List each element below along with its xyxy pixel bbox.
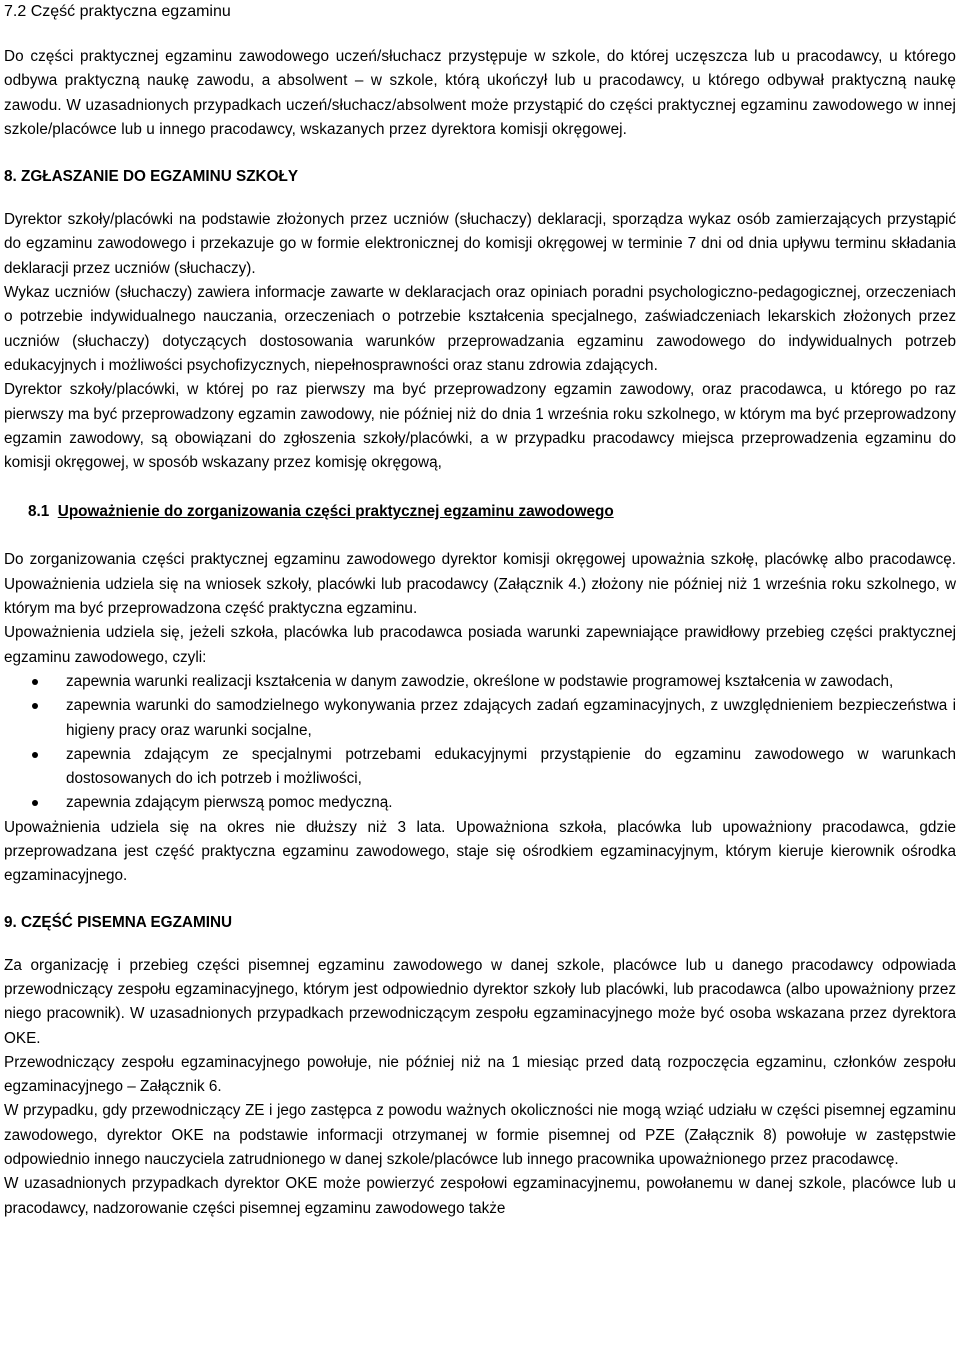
section-heading-8-1 — [4, 500, 956, 524]
paragraph-8-3: Dyrektor szkoły/placówki, w której po raz pierwszy ma być przeprowadzony egzamin zawodowy, oraz pracodawca, u którego po raz pierwszy ma być przeprowadzony egzamin zawodowy, nie później niż do dnia 1 września roku szkolnego, w którym ma być przeprowadzony egzamin zawodowy, są obowiązani do zgłoszenia szkoły/placówki, a w przypadku pracodawcy miejsca przeprowadzenia egzaminu do komisji okręgowej, w sposób wskazany przez komisję okręgową, — [4, 381, 956, 472]
paragraph-7-2: Do części praktycznej egzaminu zawodowego uczeń/słuchacz przystępuje w szkole, do której uczęszcza lub u pracodawcy, u którego odbywa praktyczną naukę zawodu, a absolwent – w szkole, którą ukończył lub u pracodawcy, u którego odbywał praktyczną naukę zawodu. W uzasadnionych przypadkach uczeń/słuchacz/absolwent może przystąpić do części praktycznej egzaminu zawodowego w innej szkole/placówce lub u innego pracodawcy, wskazanych przez dyrektora komisji okręgowej. — [4, 48, 956, 138]
bullet-icon — [32, 703, 38, 709]
requirements-list — [4, 670, 956, 816]
paragraph-8-1-b: Upoważnienia udziela się, jeżeli szkoła, placówka lub pracodawca posiada warunki zapewniające prawidłowy przebieg części praktycznej egzaminu zawodowego, czyli: — [4, 624, 956, 666]
paragraph-8-1-a: Do zorganizowania części praktycznej egzaminu zawodowego dyrektor komisji okręgowej upoważnia szkołę, placówkę albo pracodawcę. Upoważnienia udziela się na wniosek szkoły, placówki lub pracodawcy (Załącznik 4.) złożony nie później niż 1 września roku szkolnego, w którym ma być przeprowadzona część praktyczna egzaminu. — [4, 551, 956, 618]
paragraph-9-3: W przypadku, gdy przewodniczący ZE i jego zastępca z powodu ważnych okoliczności nie mogą wziąć udziału w części pisemnej egzaminu zawodowego, dyrektor OKE na podstawie informacji otrzymanej w formie pisemnej od PZE (Załącznik 8) powołuje w zastępstwie odpowiednio innego nauczyciela zatrudnionego w danej szkole/placówce lub innego pracownika upoważnionego przez pracodawcę. — [4, 1102, 956, 1168]
paragraph-9-4: W uzasadnionych przypadkach dyrektor OKE może powierzyć zespołowi egzaminacyjnemu, powołanemu w danej szkole, placówce lub u pracodawcy, nadzorowanie części pisemnej egzaminu zawodowego także — [4, 1175, 956, 1217]
paragraph-8-1-c: Upoważnienia udziela się na okres nie dłuższy niż 3 lata. Upoważniona szkoła, placówka lub upoważniony pracodawca, gdzie przeprowadzana jest część praktyczna egzaminu zawodowego, staje się ośrodkiem egzaminacyjnym, którym kieruje kierownik ośrodka egzaminacyjnego. — [4, 818, 956, 885]
section-title-8-1: Upoważnienie do zorganizowania części praktycznej egzaminu zawodowego — [57, 503, 614, 521]
document-page — [4, 0, 956, 1221]
spacer — [4, 935, 956, 954]
list-item-text: zapewnia zdającym ze specjalnymi potrzebami edukacyjnymi przystąpienie do egzaminu zawodowego w warunkach dostosowanych do ich potrzeb i możliwości, — [66, 745, 956, 788]
spacer — [4, 475, 956, 500]
section-heading-7-2: 7.2 Część praktyczna egzaminu — [4, 3, 231, 20]
paragraph-9-2: Przewodniczący zespołu egzaminacyjnego powołuje, nie później niż na 1 miesiąc przed datą rozpoczęcia egzaminu, członków zespołu egzaminacyjnego – Załącznik 6. — [4, 1053, 956, 1096]
section-heading-8: 8. ZGŁASZANIE DO EGZAMINU SZKOŁY — [4, 168, 299, 186]
paragraph-8-1: Dyrektor szkoły/placówki na podstawie złożonych przez uczniów (słuchaczy) deklaracji, sporządza wykaz osób zamierzających przystąpić do egzaminu zawodowego i przekazuje go w formie elektronicznej do komisji okręgowej w terminie 7 dni od dnia upływu terminu składania deklaracji przez uczniów (słuchaczy). — [4, 211, 956, 277]
list-item-text: zapewnia warunki realizacji kształcenia w danym zawodzie, określone w podstawie programowej kształcenia w zawodach, — [66, 672, 894, 690]
section-number-8-1: 8.1 — [28, 503, 50, 521]
spacer — [4, 142, 956, 165]
list-item — [4, 743, 956, 792]
list-item — [4, 670, 956, 694]
section-heading-9: 9. CZĘŚĆ PISEMNA EGZAMINU — [4, 913, 233, 931]
spacer — [4, 524, 956, 548]
list-item — [4, 694, 956, 743]
list-item — [4, 791, 956, 815]
paragraph-9-1: Za organizację i przebieg części pisemnej egzaminu zawodowego w danej szkole, placówce lub u danego pracodawcy odpowiada przewodniczący zespołu egzaminacyjnego, którym jest odpowiednio dyrektor szkoły lub placówki, lub pracodawca (albo upoważniony przez niego pracownik). W uzasadnionych przypadkach przewodniczącym zespołu egzaminacyjnego może być osoba wskazana przez dyrektora OKE. — [4, 956, 956, 1047]
list-item-text: zapewnia zdającym pierwszą pomoc medyczną. — [66, 794, 393, 812]
bullet-icon — [32, 800, 38, 806]
list-item-text: zapewnia warunki do samodzielnego wykonywania przez zdających zadań egzaminacyjnych, z uwzględnieniem bezpieczeństwa i higieny pracy oraz warunki socjalne, — [66, 697, 956, 739]
bullet-icon — [32, 679, 38, 685]
paragraph-8-2: Wykaz uczniów (słuchaczy) zawiera informacje zawarte w deklaracjach oraz opiniach poradni psychologiczno-pedagogicznej, orzeczeniach o potrzebie indywidualnego nauczania, orzeczeniach o potrzebie kształcenia specjalnego, zaświadczeniach lekarskich złożonych przez uczniów (słuchaczy) dotyczących dostosowania warunków przeprowadzania egzaminu zawodowego do indywidualnych potrzeb edukacyjnych i możliwości psychofizycznych, niepełnosprawności oraz stanu zdrowia zdających. — [4, 284, 956, 374]
spacer — [4, 889, 956, 911]
spacer — [4, 24, 956, 45]
bullet-icon — [32, 752, 38, 758]
spacer — [4, 189, 956, 208]
